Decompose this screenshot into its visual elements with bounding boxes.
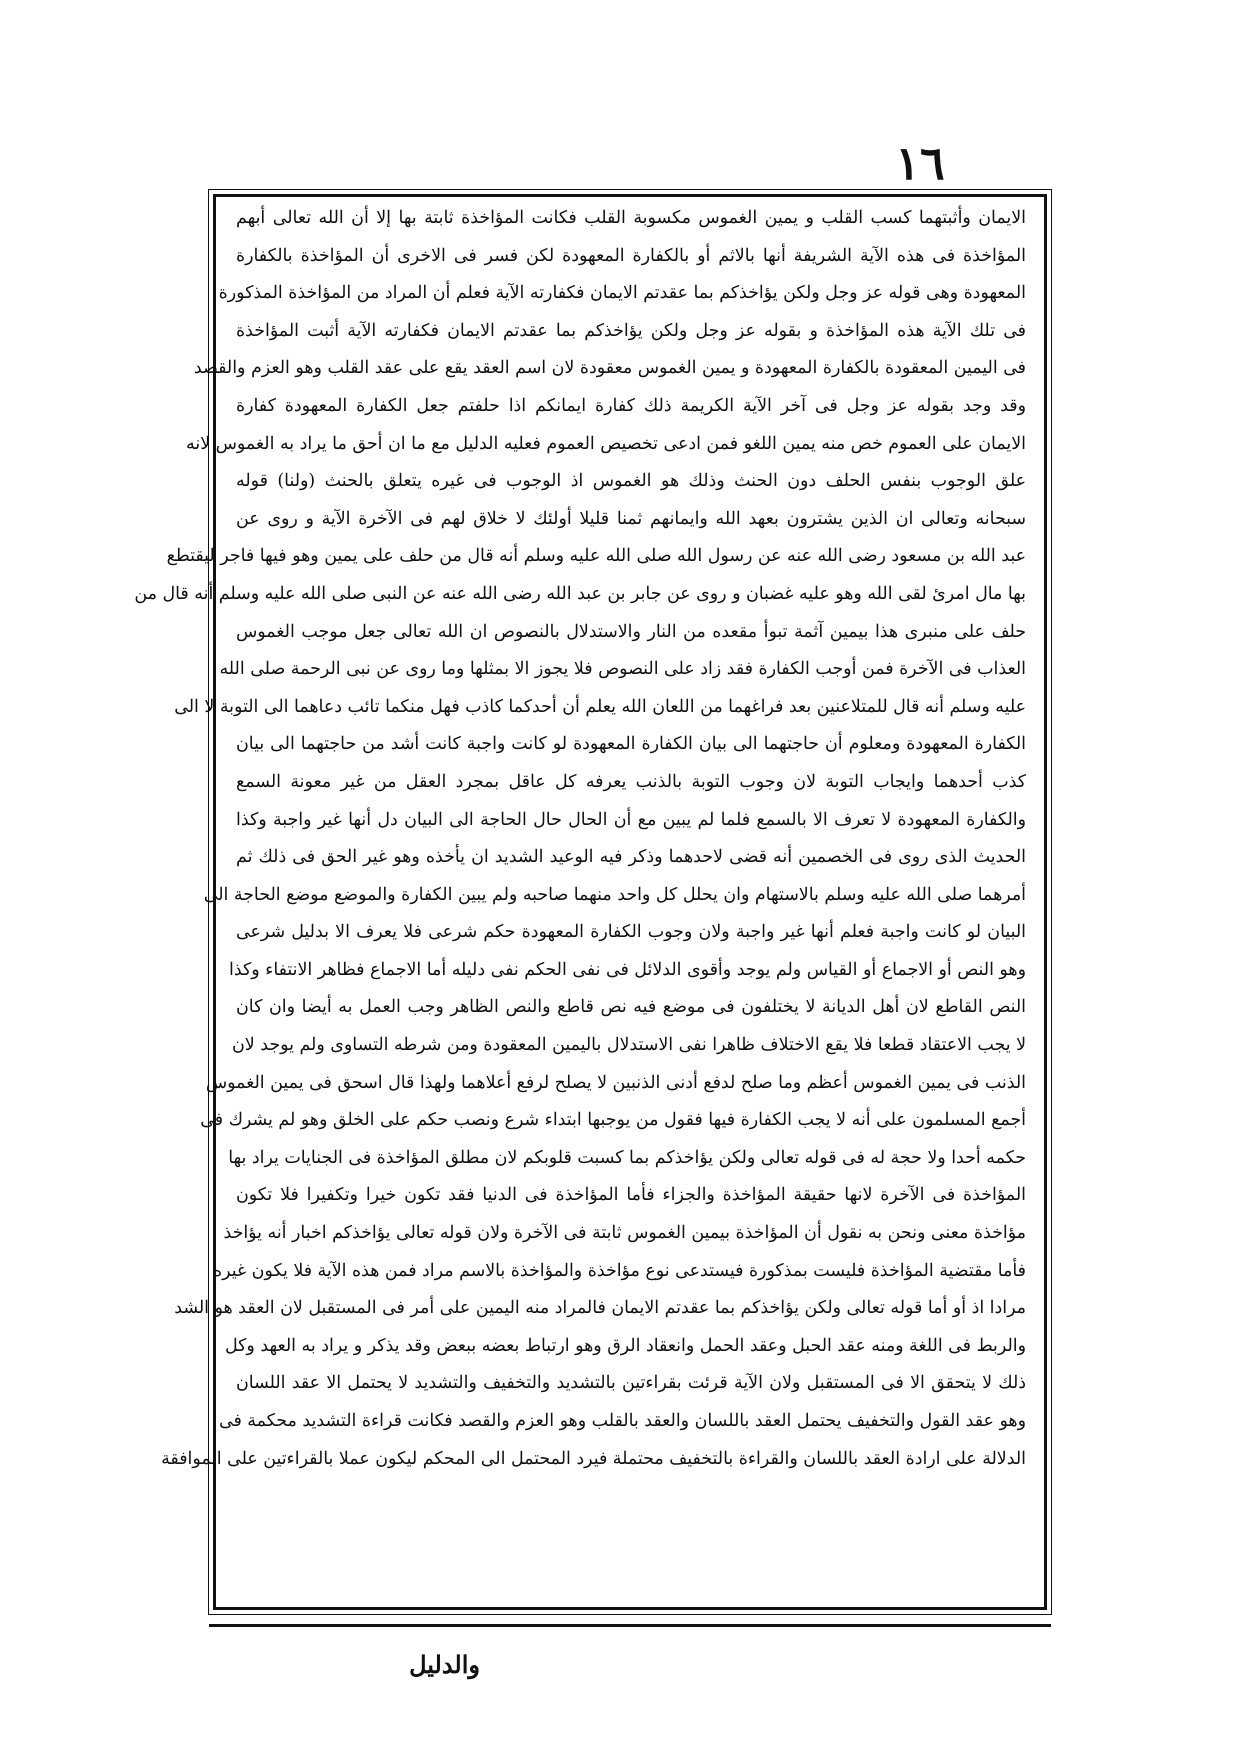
- text-line: الدلالة على ارادة العقد باللسان والقراءة بالتخفيف محتملة فيرد المحتمل الى المحكم ليكون عملا بالقراءتين على الموافقة: [161, 1448, 1026, 1469]
- text-line: ذلك لا يتحقق الا فى المستقبل ولان الآية قرئت بقراءتين بالتشديد والتخفيف والتشديد لا يحتمل الا عقد اللسان: [236, 1373, 1026, 1394]
- text-line: فى اليمين المعقودة بالكفارة المعهودة و يمين الغموس معقودة لان اسم العقد يقع على عقد القلب وهو العزم والقصد: [193, 358, 1026, 379]
- text-line: عليه وسلم أنه قال للمتلاعنين بعد فراغهما من اللعان الله يعلم أن أحدكما كاذب فهل منكما تائب دعاهما الى التوبة لا الى: [174, 696, 1026, 717]
- text-line: وقد وجد بقوله عز وجل فى آخر الآية الكريمة ذلك كفارة ايمانكم اذا حلفتم جعل الكفارة المعهودة كفارة: [236, 395, 1026, 416]
- text-line: عبد الله بن مسعود رضى الله عنه عن رسول الله صلى الله عليه وسلم أنه قال من حلف على يمين وهو فيها فاجر ليقتطع: [166, 546, 1026, 567]
- text-line: البيان لو كانت واجبة فعلم أنها غير واجبة ولان وجوب الكفارة المعهودة حكم شرعى فلا يعرف الا بدليل شرعى: [236, 922, 1026, 943]
- text-line: سبحانه وتعالى ان الذين يشترون بعهد الله وايمانهم ثمنا قليلا أولئك لا خلاق لهم فى الآخرة الآية و روى عن: [236, 508, 1026, 529]
- text-line: حكمه أحدا ولا حجة له فى قوله تعالى ولكن يؤاخذكم بما كسبت قلوبكم لان مطلق المؤاخذة فى الجنايات يراد بها: [228, 1147, 1026, 1168]
- text-line: الكفارة المعهودة ومعلوم أن حاجتهما الى بيان الكفارة المعهودة لو كانت واجبة كانت أشد من حاجتهما الى بيان: [236, 734, 1026, 755]
- text-line: والكفارة المعهودة لا تعرف الا بالسمع فلما لم يبين مع أن الحال حال الحاجة الى البيان دل أنها غير واجبة وكذا: [236, 809, 1026, 830]
- text-line: أجمع المسلمون على أنه لا يجب الكفارة فيها فقول من يوجبها ابتداء شرع ونصب حكم على الخلق وهو لم يشرك فى: [200, 1110, 1026, 1131]
- text-line: وهو عقد القول والتخفيف يحتمل العقد باللسان والعقد بالقلب وهو العزم والقصد فكانت قراءة التشديد محكمة فى: [218, 1411, 1026, 1431]
- text-line: المؤاخذة فى الآخرة لانها حقيقة المؤاخذة والجزاء فأما المؤاخذة فى الدنيا فقد تكون خيرا وتكفيرا فلا تكون: [236, 1185, 1026, 1206]
- text-body: [134, 200, 1026, 1478]
- page-number: ١٦: [895, 136, 945, 190]
- text-line: بها مال امرئ لقى الله وهو عليه غضبان و روى عن جابر بن عبد الله رضى الله عنه عن النبى صلى الله عليه وسلم أنه قال من: [134, 583, 1026, 604]
- text-line: المؤاخذة فى هذه الآية الشريفة أنها بالاثم أو بالكفارة المعهودة لكن فسر فى الاخرى أن المؤاخذة بالكفارة: [236, 245, 1026, 266]
- text-line: النص القاطع لان أهل الديانة لا يختلفون فى موضع فيه نص قاطع والنص الظاهر وجب العمل به أيضا وان كان: [236, 997, 1026, 1018]
- frame-bottom-rule: [209, 1624, 1051, 1627]
- text-line: والربط فى اللغة ومنه عقد الحبل وعقد الحمل وانعقاد الرق وهو ارتباط بعضه ببعض وقد يذكر و يراد به العهد وكل: [224, 1335, 1026, 1356]
- text-line: وهو النص أو الاجماع أو القياس ولم يوجد وأقوى الدلائل فى نفى الحكم نفى دليله أما الاجماع فظاهر الانتفاء وكذا: [228, 959, 1026, 980]
- text-line: الايمان على العموم خص منه يمين اللغو فمن ادعى تخصيص العموم فعليه الدليل مع ما ان أحق ما يراد به الغموس لانه: [186, 433, 1026, 454]
- text-line: علق الوجوب بنفس الحلف دون الحنث وذلك هو الغموس اذ الوجوب فى غيره يتعلق بالحنث (ولنا) قوله: [236, 471, 1026, 492]
- text-line: المعهودة وهى قوله عز وجل ولكن يؤاخذكم بما عقدتم الايمان فكفارته الآية فعلم أن المراد من المؤاخذة المذكورة: [218, 283, 1026, 304]
- text-line: الايمان وأثبتهما كسب القلب و يمين الغموس مكسوبة القلب فكانت المؤاخذة ثابتة بها إلا أن الله تعالى أبهم: [236, 208, 1026, 228]
- text-line: الذنب فى يمين الغموس أعظم وما صلح لدفع أدنى الذنبين لا يصلح لرفع أعلاهما ولهذا قال اسحق فى يمين الغموس: [205, 1072, 1026, 1093]
- text-line: مؤاخذة معنى ونحن به نقول أن المؤاخذة بيمين الغموس ثابتة فى الآخرة ولان قوله تعالى يؤاخذكم اخبار أنه يؤاخذ: [223, 1223, 1026, 1244]
- text-line: الحديث الذى روى فى الخصمين أنه قضى لاحدهما وذكر فيه الوعيد الشديد ان يأخذه وهو غير الحق فى ذلك ثم: [236, 847, 1026, 868]
- text-line: لا يجب الاعتقاد قطعا فلا يقع الاختلاف ظاهرا نفى الاستدلال باليمين المعقودة ومن شرطه التساوى ولم يوجد لان: [232, 1035, 1026, 1056]
- catchword: والدليل: [409, 1650, 480, 1679]
- text-line: أمرهما صلى الله عليه وسلم بالاستهام وان يحلل كل واحد منهما صاحبه ولم يبين الكفارة والموضع موضع الحاجة الى: [203, 884, 1026, 905]
- text-line: العذاب فى الآخرة فمن أوجب الكفارة فقد زاد على النصوص فلا يجوز الا بمثلها وما روى عن نبى الرحمة صلى الله: [219, 659, 1026, 680]
- text-line: فى تلك الآية هذه المؤاخذة و بقوله عز وجل ولكن يؤاخذكم بما عقدتم الايمان فكفارته الآية أثبت المؤاخذة: [236, 320, 1026, 341]
- text-line: فأما مقتضية المؤاخذة فليست بمذكورة فيستدعى نوع مؤاخذة والمؤاخذة بالاسم مراد فمن هذه الآية فلا يكون غيره: [213, 1260, 1026, 1281]
- text-line: حلف على منبرى هذا بيمين آثمة تبوأ مقعده من النار والاستدلال بالنصوص ان الله تعالى جعل موجب الغموس: [236, 621, 1026, 642]
- text-line: كذب أحدهما وايجاب التوبة لان وجوب التوبة بالذنب يعرفه كل عاقل بمجرد العقل من غير معونة السمع: [236, 771, 1026, 792]
- text-line: مرادا اذ أو أما قوله تعالى ولكن يؤاخذكم بما عقدتم الايمان فالمراد منه اليمين على أمر فى المستقبل لان العقد هو الشد: [174, 1298, 1026, 1319]
